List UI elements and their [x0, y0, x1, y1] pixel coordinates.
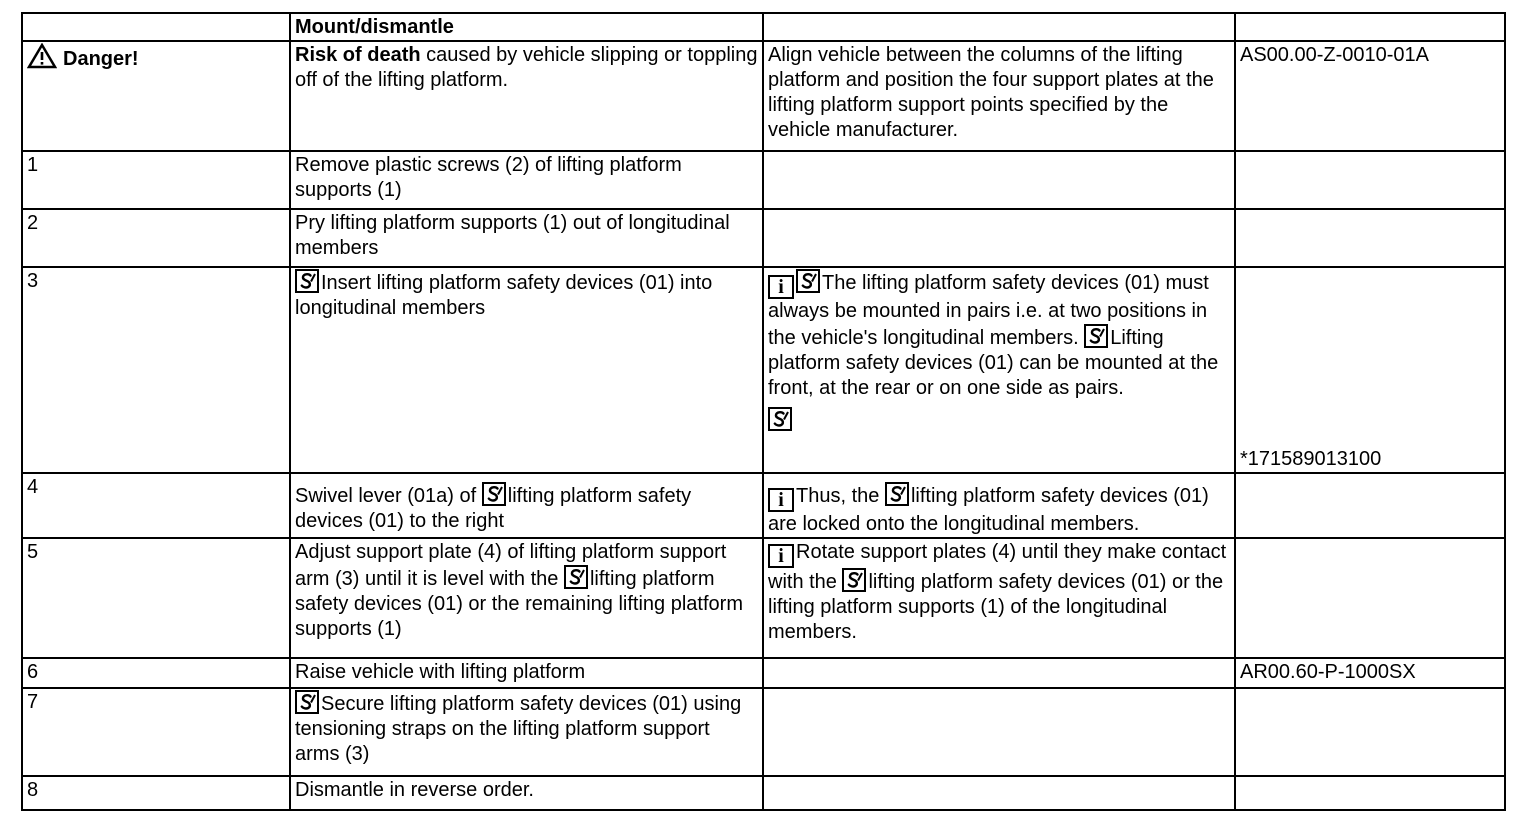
- risk-bold-text: Risk of death: [295, 44, 421, 66]
- step-reference-link[interactable]: *171589013100: [1235, 267, 1505, 473]
- step-row: [22, 473, 1505, 538]
- step-row: [22, 209, 1505, 267]
- step-number: 3: [22, 267, 290, 473]
- step-note-a: Rotate support plates (4) until they make contact with the: [768, 541, 1227, 593]
- header-cell-3: [763, 13, 1235, 41]
- step-row: [22, 267, 1505, 473]
- step-note-cell: [763, 538, 1235, 658]
- step-number: 6: [22, 658, 290, 688]
- step-text: Pry lifting platform supports (1) out of longitudinal members: [290, 209, 763, 267]
- step-text: Remove plastic screws (2) of lifting platform supports (1): [290, 151, 763, 209]
- special-tool-icon[interactable]: [482, 482, 506, 506]
- step-reference: [1235, 209, 1505, 267]
- danger-label: Danger!: [63, 48, 139, 70]
- step-note-a: Thus, the: [796, 485, 885, 507]
- step-number: 8: [22, 776, 290, 810]
- step-number: 2: [22, 209, 290, 267]
- danger-cell: [22, 41, 290, 151]
- step-text-cell: [290, 473, 763, 538]
- special-tool-icon[interactable]: [768, 407, 792, 431]
- step-note: [763, 209, 1235, 267]
- special-tool-icon[interactable]: [885, 482, 909, 506]
- step-reference: [1235, 151, 1505, 209]
- step-note-cell: [763, 473, 1235, 538]
- step-text: Raise vehicle with lifting platform: [290, 658, 763, 688]
- info-icon: i: [768, 275, 794, 299]
- step-note-cell: [763, 267, 1235, 473]
- step-text-cell: [290, 688, 763, 776]
- info-icon: i: [768, 544, 794, 568]
- step-reference-link[interactable]: AR00.60-P-1000SX: [1235, 658, 1505, 688]
- step-reference: [1235, 688, 1505, 776]
- step-row: [22, 151, 1505, 209]
- step-number: 7: [22, 688, 290, 776]
- special-tool-icon[interactable]: [842, 568, 866, 592]
- step-number: 5: [22, 538, 290, 658]
- risk-rest-text: caused by vehicle slipping or toppling off of the lifting platform.: [295, 44, 758, 91]
- step-text: Dismantle in reverse order.: [290, 776, 763, 810]
- step-text-a: Swivel lever (01a) of: [295, 485, 482, 507]
- danger-reference-link[interactable]: AS00.00-Z-0010-01A: [1235, 41, 1505, 151]
- step-text-cell: [290, 538, 763, 658]
- step-note: [763, 776, 1235, 810]
- step-note: [763, 688, 1235, 776]
- step-row: [22, 776, 1505, 810]
- warning-triangle-icon: [27, 43, 57, 69]
- special-tool-icon[interactable]: [295, 269, 319, 293]
- step-text-cell: [290, 267, 763, 473]
- step-row: [22, 538, 1505, 658]
- step-reference: [1235, 776, 1505, 810]
- step-row: [22, 688, 1505, 776]
- danger-row: [22, 41, 1505, 151]
- step-text: Insert lifting platform safety devices (01) into longitudinal members: [295, 272, 713, 319]
- header-cell-4: [1235, 13, 1505, 41]
- step-note-a: The lifting platform safety devices (01) must always be mounted in pairs i.e. at two positions in the vehicle's longitudinal members.: [768, 272, 1209, 349]
- info-icon: i: [768, 488, 794, 512]
- step-text: Secure lifting platform safety devices (01) using tensioning straps on the lifting platform support arms (3): [295, 693, 742, 765]
- step-note: [763, 151, 1235, 209]
- procedure-table: [21, 12, 1506, 811]
- special-tool-icon[interactable]: [1084, 324, 1108, 348]
- header-cell-1: [22, 13, 290, 41]
- step-number: 4: [22, 473, 290, 538]
- special-tool-icon[interactable]: [295, 690, 319, 714]
- step-row: [22, 658, 1505, 688]
- header-row: [22, 13, 1505, 41]
- step-text-b: lifting platform safety devices (01) to the right: [295, 485, 692, 532]
- step-reference: [1235, 473, 1505, 538]
- special-tool-icon[interactable]: [564, 565, 588, 589]
- special-tool-icon[interactable]: [796, 269, 820, 293]
- header-title: Mount/dismantle: [290, 13, 763, 41]
- danger-instruction: Align vehicle between the columns of the lifting platform and position the four support plates at the lifting platform support points specified by the vehicle manufacturer.: [763, 41, 1235, 151]
- step-text-a: Adjust support plate (4) of lifting platform support arm (3) until it is level with the: [295, 541, 727, 590]
- step-note-b: lifting platform safety devices (01) are locked onto the longitudinal members.: [768, 485, 1209, 535]
- danger-text-cell: [290, 41, 763, 151]
- step-number: 1: [22, 151, 290, 209]
- step-reference: [1235, 538, 1505, 658]
- step-note: [763, 658, 1235, 688]
- step-note-b: lifting platform safety devices (01) or the lifting platform supports (1) of the longitudinal members.: [768, 571, 1224, 643]
- step-text-b: lifting platform safety devices (01) or the remaining lifting platform supports (1): [295, 568, 743, 640]
- step-note-b: Lifting platform safety devices (01) can be mounted at the front, at the rear or on one side as pairs.: [768, 327, 1219, 399]
